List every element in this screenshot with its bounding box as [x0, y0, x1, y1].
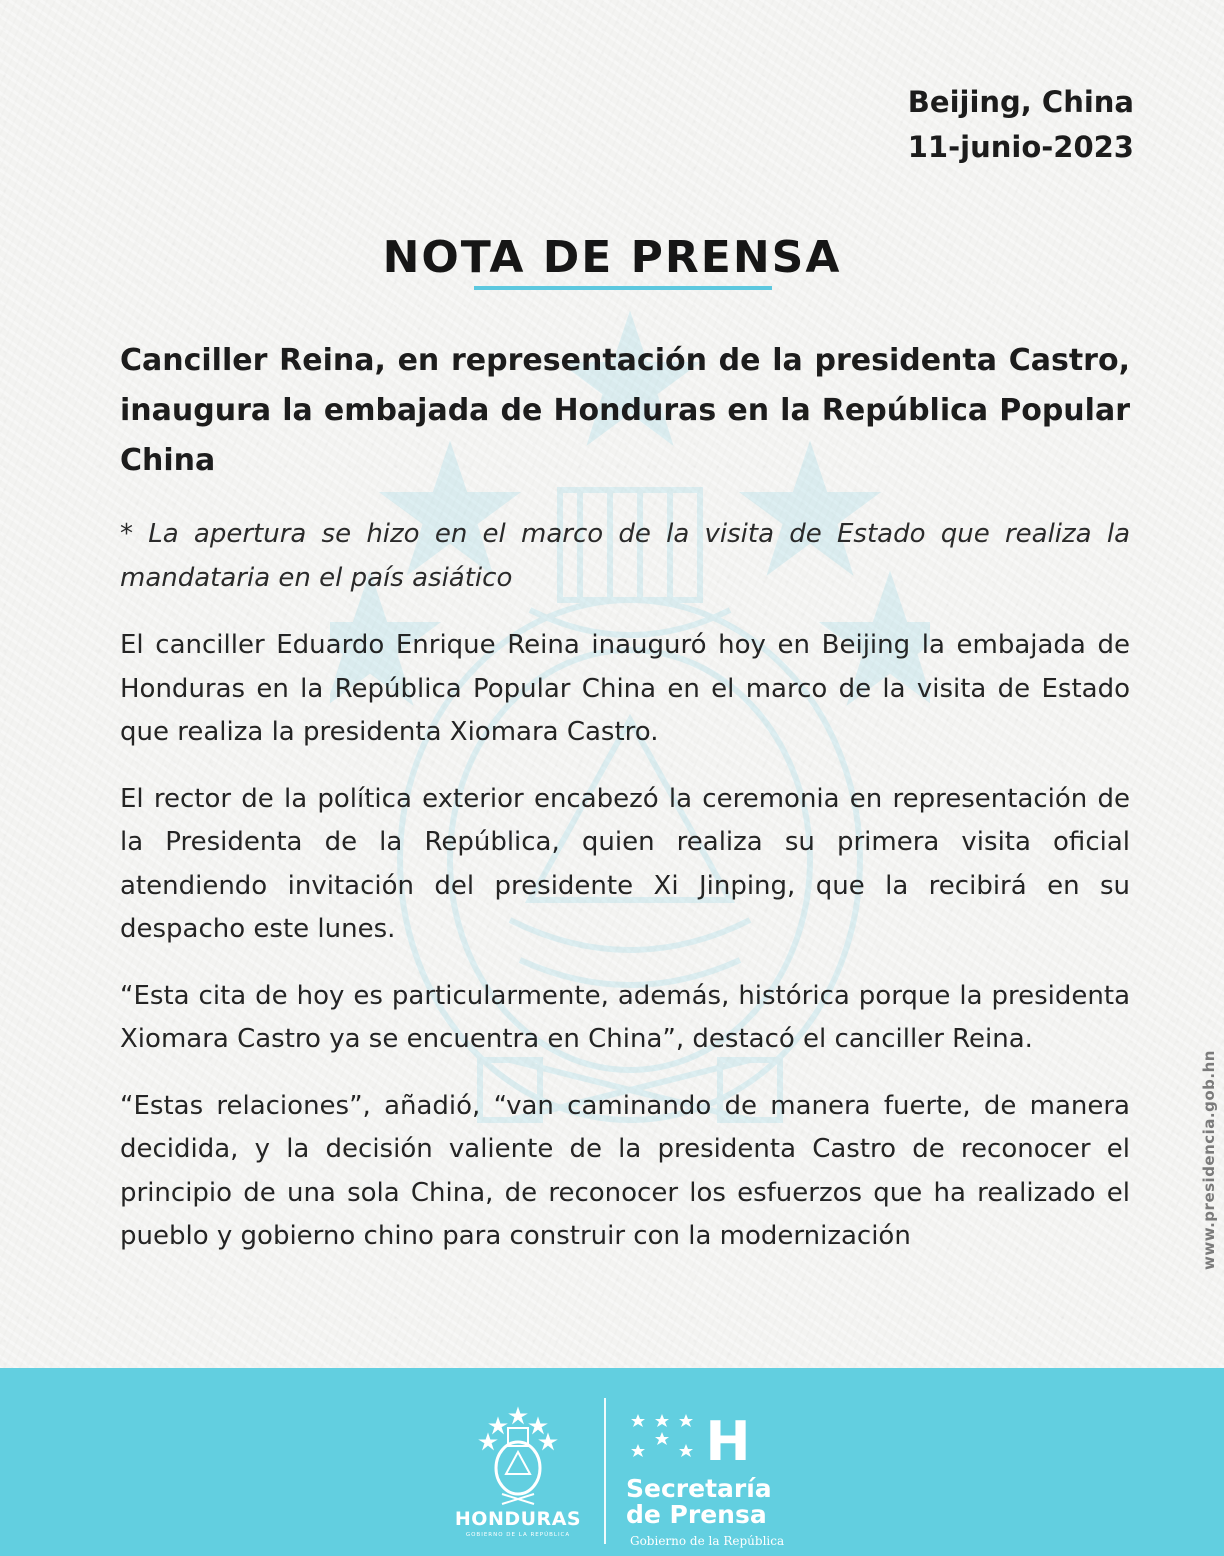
honduras-sublabel: GOBIERNO DE LA REPÚBLICA: [465, 1532, 571, 1538]
paragraph: El rector de la política exterior encabezó la ceremonia en representación de la Presidenta de la República, quien realiza su primera visita oficial atendiendo invitación del presidente Xi Jinping, que la recibirá en su despacho este lunes.: [120, 783, 1130, 944]
website-url: www.presidencia.gob.hn: [1200, 1050, 1218, 1270]
footer-background: [0, 1368, 1224, 1556]
sp-logo-letter: H: [705, 1410, 751, 1470]
stars-h-logo-icon: [626, 1408, 766, 1470]
title-underline: [474, 286, 772, 290]
footer-divider: [604, 1398, 606, 1544]
secretaria-label: Secretaría: [626, 1474, 772, 1503]
press-release-body: [120, 336, 1130, 1282]
de-prensa-label: de Prensa: [626, 1500, 767, 1529]
dateline: [908, 80, 1134, 170]
paragraph: El canciller Eduardo Enrique Reina inauguró hoy en Beijing la embajada de Honduras en la República Popular China en el marco de la visita de Estado que realiza la presidenta Xiomara Castro.: [120, 630, 1130, 747]
secretaria-prensa-logo: [626, 1408, 826, 1548]
headline: Canciller Reina, en representación de la presidenta Castro, inaugura la embajada de Honduras en la República Popular China: [120, 343, 1130, 478]
date: 11-junio-2023: [907, 130, 1134, 164]
location: Beijing, China: [907, 85, 1134, 119]
paragraph: “Esta cita de hoy es particularmente, además, histórica porque la presidenta Xiomara Castro ya se encuentra en China”, destacó el canciller Reina.: [120, 980, 1130, 1054]
gobierno-label: Gobierno de la República: [630, 1534, 785, 1548]
honduras-label: HONDURAS: [454, 1508, 582, 1530]
subheadline: * La apertura se hizo en el marco de la visita de Estado que realiza la mandataria en el país asiático: [120, 519, 1130, 593]
page-title: NOTA DE PRENSA: [382, 232, 842, 283]
paragraph: “Estas relaciones”, añadió, “van caminando de manera fuerte, de manera decidida, y la decisión valiente de la presidenta Castro de reconocer el principio de una sola China, de reconocer los esfuerzos que ha realizado el pueblo y gobierno chino para construir con la modernización: [120, 1090, 1130, 1251]
footer-banner: [0, 1368, 1224, 1556]
